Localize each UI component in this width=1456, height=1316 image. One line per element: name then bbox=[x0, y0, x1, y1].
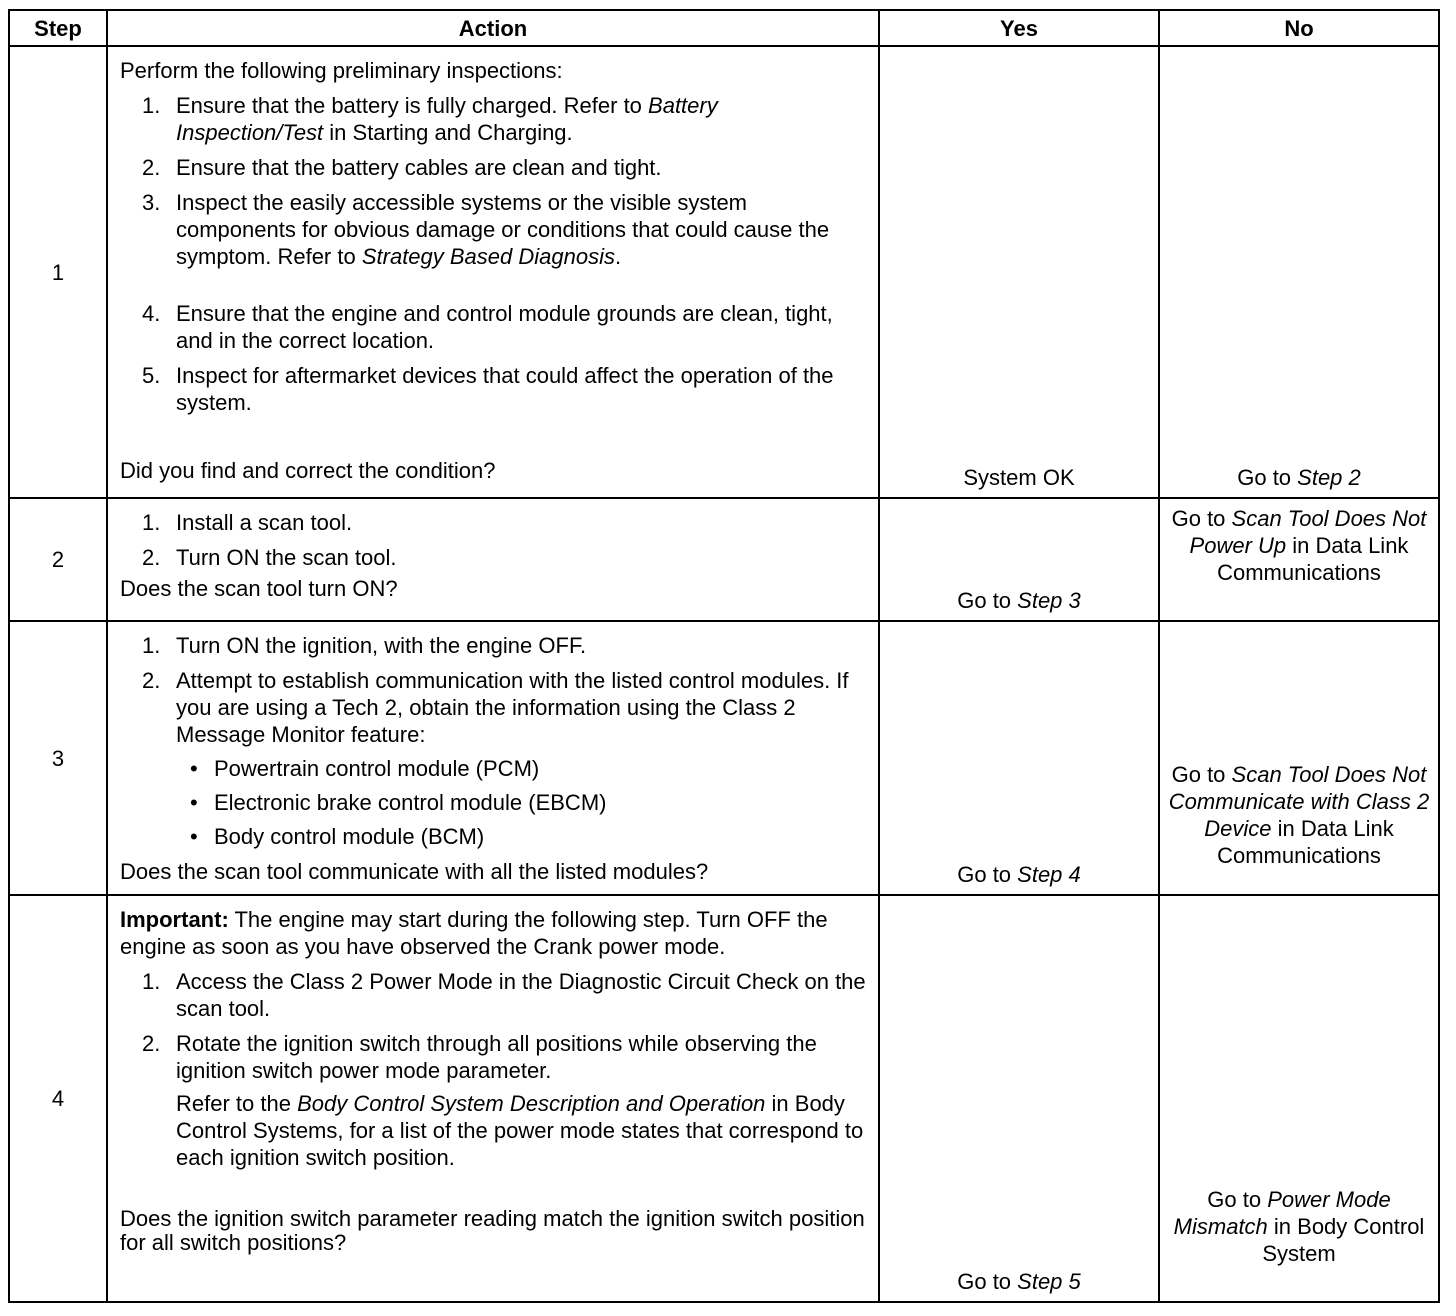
reference-link: Body Control System Description and Operation bbox=[297, 1091, 766, 1116]
list-item: 5. Inspect for aftermarket devices that could affect the operation of the system. bbox=[142, 363, 834, 415]
list-item: 3. Inspect the easily accessible systems or the visible system components for obvious damage or conditions that could cause the symptom. Refer to Strategy Based Diagnosis. bbox=[142, 190, 830, 269]
no-cell: Go to Scan Tool Does Not Power Up in Data Link Communications bbox=[1159, 498, 1439, 621]
table-row bbox=[9, 46, 1439, 498]
sub-note: Refer to the Body Control System Description and Operation in Body Control Systems, for a list of the power mode states that correspond to each ignition switch position. bbox=[176, 1091, 864, 1170]
header-row bbox=[9, 10, 1439, 46]
action-question: Does the ignition switch parameter reading match the ignition switch position for all switch positions? bbox=[120, 1206, 865, 1255]
yes-cell: Go to Step 4 bbox=[879, 621, 1159, 895]
table-row bbox=[9, 895, 1439, 1302]
list-item: 4. Ensure that the engine and control module grounds are clean, tight, and in the correct location. bbox=[142, 301, 833, 353]
action-cell bbox=[107, 46, 879, 498]
diagnostic-table bbox=[8, 9, 1440, 1303]
no-cell: Go to Power Mode Mismatch in Body Control System bbox=[1159, 895, 1439, 1302]
reference-link: Power Mode Mismatch bbox=[1173, 1187, 1391, 1239]
header-step: Step bbox=[9, 10, 107, 46]
important-note: Important: The engine may start during the following step. Turn OFF the engine as soon as you have observed the Crank power mode. bbox=[120, 907, 828, 959]
no-cell: Go to Scan Tool Does Not Communicate with Class 2 Device in Data Link Communications bbox=[1159, 621, 1439, 895]
action-question: Does the scan tool turn ON? bbox=[120, 576, 398, 601]
yes-cell: Go to Step 5 bbox=[879, 895, 1159, 1302]
action-question: Did you find and correct the condition? bbox=[120, 458, 496, 483]
header-action: Action bbox=[107, 10, 879, 46]
list-item: 2. Turn ON the scan tool. bbox=[142, 545, 397, 570]
action-intro: Perform the following preliminary inspections: bbox=[120, 58, 563, 83]
action-cell bbox=[107, 621, 879, 895]
list-item: 2. Ensure that the battery cables are clean and tight. bbox=[142, 155, 662, 180]
step-number: 2 bbox=[9, 498, 107, 621]
step-reference: Step 2 bbox=[1297, 465, 1361, 490]
table-row bbox=[9, 498, 1439, 621]
list-item: 1. Ensure that the battery is fully charged. Refer to Battery Inspection/Test in Starting and Charging. bbox=[142, 93, 718, 145]
reference-link: Scan Tool Does Not Power Up bbox=[1189, 506, 1427, 558]
yes-cell: Go to Step 3 bbox=[879, 498, 1159, 621]
action-question: Does the scan tool communicate with all the listed modules? bbox=[120, 859, 709, 884]
list-item: 1. Access the Class 2 Power Mode in the Diagnostic Circuit Check on the scan tool. bbox=[142, 969, 866, 1021]
step-number: 1 bbox=[9, 46, 107, 498]
list-item: 1. Turn ON the ignition, with the engine OFF. bbox=[142, 633, 587, 658]
list-item: 1. Install a scan tool. bbox=[142, 510, 353, 535]
step-reference: Step 5 bbox=[1017, 1269, 1081, 1294]
action-cell bbox=[107, 895, 879, 1302]
reference-link: Strategy Based Diagnosis bbox=[361, 244, 615, 269]
yes-cell: System OK bbox=[879, 46, 1159, 498]
header-yes: Yes bbox=[879, 10, 1159, 46]
bullet-item: • Electronic brake control module (EBCM) bbox=[190, 790, 607, 815]
reference-link: Scan Tool Does Not Communicate with Class 2 Device bbox=[1168, 762, 1430, 841]
step-number: 4 bbox=[9, 895, 107, 1302]
reference-link: Battery Inspection/Test bbox=[176, 93, 718, 145]
table-row bbox=[9, 621, 1439, 895]
step-number: 3 bbox=[9, 621, 107, 895]
step-reference: Step 3 bbox=[1017, 588, 1081, 613]
bullet-item: • Powertrain control module (PCM) bbox=[190, 756, 540, 781]
list-item: 2. Attempt to establish communication with the listed control modules. If you are using a Tech 2, obtain the information using the Class 2 Message Monitor feature: bbox=[142, 668, 849, 747]
no-cell: Go to Step 2 bbox=[1159, 46, 1439, 498]
step-reference: Step 4 bbox=[1017, 862, 1081, 887]
bullet-item: • Body control module (BCM) bbox=[190, 824, 485, 849]
list-item: 2. Rotate the ignition switch through all positions while observing the ignition switch power mode parameter. bbox=[142, 1031, 817, 1083]
action-cell bbox=[107, 498, 879, 621]
header-no: No bbox=[1159, 10, 1439, 46]
